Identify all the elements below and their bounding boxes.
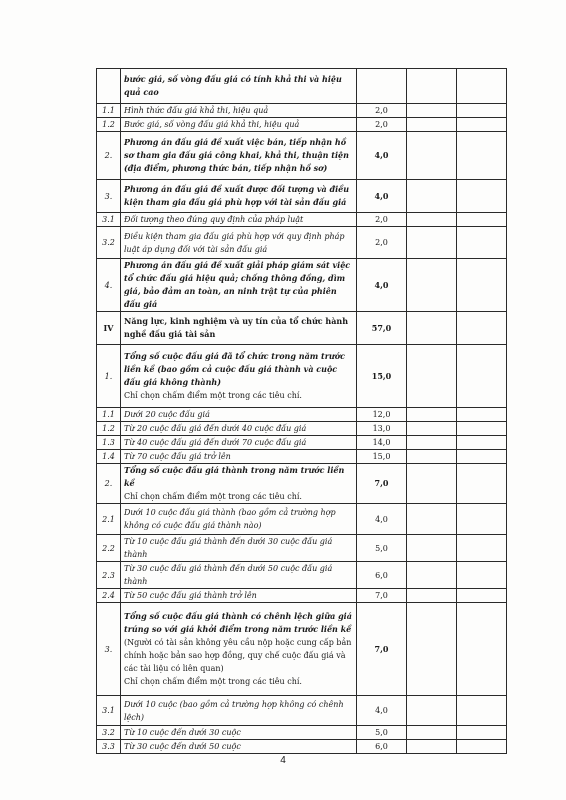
criterion-text: bước giá, số vòng đấu giá có tính khả thi và hiệu quả cao [124,74,342,97]
criterion-text: Từ 10 cuộc đấu giá thành đến dưới 30 cuộc đấu giá thành [124,537,333,559]
criterion-description [121,562,357,589]
table-row [97,408,507,422]
max-points: 7,0 [357,464,407,504]
max-points: 15,0 [357,450,407,464]
table-row [97,312,507,345]
criterion-description [121,450,357,464]
criterion-number: 4. [97,259,121,312]
score-cell [457,450,507,464]
criterion-description [121,213,357,227]
score-cell [457,408,507,422]
score-cell [407,603,457,696]
score-cell [407,504,457,535]
criterion-text: Điều kiện tham gia đấu giá phù hợp với quy định pháp luật áp dụng đối với tài sản đấu giá [124,231,345,254]
max-points: 2,0 [357,104,407,118]
max-points: 57,0 [357,312,407,345]
table-row [97,180,507,213]
score-cell [407,104,457,118]
table-row [97,562,507,589]
criterion-description [121,227,357,259]
criterion-text: Dưới 10 cuộc (bao gồm cả trường hợp không có chênh lệch) [124,699,344,722]
max-points: 14,0 [357,436,407,450]
criterion-text: Từ 30 cuộc đấu giá thành đến dưới 50 cuộc đấu giá thành [124,564,333,586]
criterion-description [121,726,357,740]
table-row [97,504,507,535]
criterion-description [121,589,357,603]
criterion-instruction: Chỉ chọn chấm điểm một trong các tiêu chí. [124,492,302,501]
criterion-number: 2.3 [97,562,121,589]
score-cell [457,345,507,408]
criterion-text: Bước giá, số vòng đấu giá khả thi, hiệu quả [124,120,300,129]
score-cell [407,422,457,436]
score-cell [407,726,457,740]
criterion-note: (Người có tài sản không yêu cầu nộp hoặc cung cấp bản chính hoặc bản sao hợp đồng, quy chế cuộc đấu giá và các tài liệu có liên quan) [124,638,352,673]
max-points: 15,0 [357,345,407,408]
score-cell [457,312,507,345]
criterion-number: 1.4 [97,450,121,464]
criterion-text: Từ 10 cuộc đến dưới 30 cuộc [124,728,241,737]
score-cell [407,589,457,603]
criterion-text: Phương án đấu giá đề xuất việc bán, tiếp nhận hồ sơ tham gia đấu giá công khai, khả thi, thuận tiện (địa điểm, phương thức bán, tiếp nhận hồ sơ) [124,137,349,173]
score-cell [407,69,457,104]
score-cell [457,132,507,180]
table-row [97,464,507,504]
score-cell [407,312,457,345]
score-cell [457,535,507,562]
max-points: 5,0 [357,535,407,562]
score-cell [457,259,507,312]
max-points: 4,0 [357,132,407,180]
score-cell [407,696,457,726]
max-points: 2,0 [357,118,407,132]
criterion-text: Phương án đấu giá đề xuất được đối tượng và điều kiện tham gia đấu giá phù hợp với tài sản đấu giá [124,184,350,207]
score-cell [457,213,507,227]
score-cell [457,227,507,259]
criterion-text: Phương án đấu giá đề xuất giải pháp giám sát việc tổ chức đấu giá hiệu quả; chống thông đồng, dìm giá, bảo đảm an toàn, an ninh trật tự của phiên đấu giá [124,260,351,309]
score-cell [457,464,507,504]
criterion-number: 1.3 [97,436,121,450]
criterion-text: Dưới 10 cuộc đấu giá thành (bao gồm cả trường hợp không có cuộc đấu giá thành nào) [124,508,336,530]
criterion-description [121,180,357,213]
table-row [97,132,507,180]
criterion-number: 3. [97,603,121,696]
criterion-number: 1.1 [97,408,121,422]
max-points: 13,0 [357,422,407,436]
criterion-number: 2. [97,464,121,504]
score-cell [407,464,457,504]
max-points [357,69,407,104]
criterion-number: 3.2 [97,726,121,740]
table-row [97,436,507,450]
criterion-description [121,408,357,422]
criterion-text: Đối tượng theo đúng quy định của pháp luật [124,215,304,224]
criterion-description [121,464,357,504]
criterion-number: IV [97,312,121,345]
criterion-number [97,69,121,104]
criterion-text: Hình thức đấu giá khả thi, hiệu quả [124,106,269,115]
score-cell [457,504,507,535]
score-cell [457,562,507,589]
max-points: 7,0 [357,589,407,603]
score-cell [457,422,507,436]
max-points: 7,0 [357,603,407,696]
table-row [97,227,507,259]
max-points: 5,0 [357,726,407,740]
score-cell [407,227,457,259]
table-row [97,69,507,104]
criterion-text: Tổng số cuộc đấu giá thành trong năm trước liền kề [124,465,345,488]
score-cell [457,104,507,118]
score-cell [407,345,457,408]
score-cell [457,118,507,132]
table-row [97,603,507,696]
criterion-description [121,312,357,345]
score-cell [457,696,507,726]
max-points: 4,0 [357,504,407,535]
score-cell [457,69,507,104]
score-cell [407,132,457,180]
table-row [97,535,507,562]
score-cell [407,408,457,422]
criterion-text: Từ 50 cuộc đấu giá thành trở lên [124,591,257,600]
scoring-table-body [97,69,507,754]
max-points: 6,0 [357,562,407,589]
criterion-text: Từ 70 cuộc đấu giá trở lên [124,452,231,461]
criterion-text: Dưới 20 cuộc đấu giá [124,410,210,419]
criterion-number: 3.3 [97,740,121,754]
criterion-text: Từ 40 cuộc đấu giá đến dưới 70 cuộc đấu giá [124,438,307,447]
criterion-description [121,603,357,696]
score-cell [407,740,457,754]
criterion-description [121,259,357,312]
criterion-number: 3. [97,180,121,213]
criterion-description [121,696,357,726]
score-cell [457,726,507,740]
criterion-text: Tổng số cuộc đấu giá thành có chênh lệch giữa giá trúng so với giá khởi điểm trong năm trước liền kề [124,611,352,634]
criterion-description [121,104,357,118]
criterion-number: 1.1 [97,104,121,118]
score-cell [457,180,507,213]
table-row [97,345,507,408]
criterion-number: 1.2 [97,118,121,132]
criterion-description [121,69,357,104]
score-cell [457,740,507,754]
table-row [97,104,507,118]
score-cell [457,603,507,696]
score-cell [407,118,457,132]
criterion-number: 1. [97,345,121,408]
table-row [97,740,507,754]
criterion-text: Tổng số cuộc đấu giá đã tổ chức trong năm trước liền kề (bao gồm cả cuộc đấu giá thành và cuộc đấu giá không thành) [124,351,345,387]
scoring-table [96,68,507,754]
criterion-description [121,740,357,754]
max-points: 6,0 [357,740,407,754]
max-points: 2,0 [357,213,407,227]
criterion-number: 3.1 [97,696,121,726]
max-points: 4,0 [357,696,407,726]
max-points: 4,0 [357,180,407,213]
criterion-number: 3.2 [97,227,121,259]
criterion-text: Năng lực, kinh nghiệm và uy tín của tổ chức hành nghề đấu giá tài sản [124,316,349,339]
scoring-table-container [96,68,506,754]
score-cell [407,259,457,312]
table-row [97,450,507,464]
criterion-description [121,422,357,436]
criterion-description [121,118,357,132]
criterion-text: Từ 30 cuộc đến dưới 50 cuộc [124,742,241,751]
page-number: 4 [280,755,286,766]
table-row [97,696,507,726]
criterion-number: 3.1 [97,213,121,227]
score-cell [407,450,457,464]
criterion-description [121,436,357,450]
score-cell [457,436,507,450]
criterion-description [121,535,357,562]
score-cell [407,562,457,589]
score-cell [407,180,457,213]
table-row [97,589,507,603]
table-row [97,213,507,227]
max-points: 12,0 [357,408,407,422]
table-row [97,726,507,740]
score-cell [457,589,507,603]
max-points: 4,0 [357,259,407,312]
score-cell [407,535,457,562]
criterion-number: 2.2 [97,535,121,562]
criterion-number: 1.2 [97,422,121,436]
table-row [97,259,507,312]
criterion-text: Từ 20 cuộc đấu giá đến dưới 40 cuộc đấu giá [124,424,307,433]
criterion-description [121,504,357,535]
criterion-number: 2.1 [97,504,121,535]
criterion-instruction: Chỉ chọn chấm điểm một trong các tiêu chí. [124,391,302,400]
score-cell [407,213,457,227]
table-row [97,422,507,436]
table-row [97,118,507,132]
criterion-description [121,132,357,180]
criterion-description [121,345,357,408]
criterion-instruction: Chỉ chọn chấm điểm một trong các tiêu chí. [124,677,302,686]
score-cell [407,436,457,450]
criterion-number: 2.4 [97,589,121,603]
criterion-number: 2. [97,132,121,180]
max-points: 2,0 [357,227,407,259]
